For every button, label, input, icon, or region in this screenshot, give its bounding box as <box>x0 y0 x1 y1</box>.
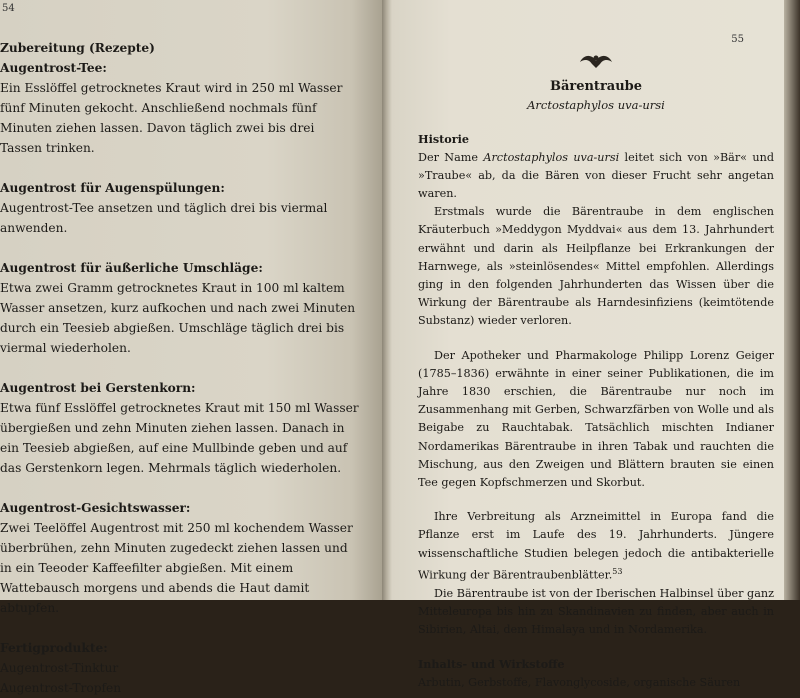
right-page <box>392 0 784 689</box>
section-heading-augenspuelungen: Augentrost für Augenspülungen: <box>0 181 225 195</box>
section-text-augenspuelungen: Augentrost-Tee ansetzen und täglich drei bis viermal anwenden. <box>0 201 328 235</box>
page-number-right: 55 <box>731 34 744 45</box>
heading-inhaltsstoffe: Inhalts- und Wirkstoffe <box>418 657 565 672</box>
section-heading-gesichtswasser: Augentrost-Gesichtswasser: <box>0 501 191 515</box>
left-page <box>0 0 382 695</box>
historie-paragraph-2: Erstmals wurde die Bärentraube in dem englischen Kräuterbuch »Meddygon Myddvai« aus dem 13. Jahrhundert erwähnt und darin als Heilpflanze bei Erkrankungen der Harnwege, als »steinlösendes« Mittel empfohlen. Allerdings ging in den folgenden Jahrhunderten das Wissen über die Wirkung der Bärentraube als Harndesinfiziens (keimtötende Substanz) wieder verloren. <box>418 205 774 328</box>
section-text-umschlaege: Etwa zwei Gramm getrocknetes Kraut in 100 ml kaltem Wasser ansetzen, kurz aufkochen und nach zwei Minuten durch ein Teesieb abgießen. Umschläge täglich drei bis viermal wiederholen. <box>0 281 356 355</box>
section-heading-gerstenkorn: Augentrost bei Gerstenkorn: <box>0 381 196 395</box>
historie-paragraph-5: Die Bärentraube ist von der Iberischen Halbinsel über ganz Mitteleuropa bis hin zu Skandinavien zu finden, aber auch in Sibirien, Altai, dem Himalaya und in Nordamerika. <box>418 586 774 637</box>
historie-paragraph-1: Der Name Arctostaphylos uva-ursi leitet sich von »Bär« und »Traube« ab, da die Bären von dieser Frucht sehr angetan waren. <box>418 150 774 201</box>
article-title: Bärentraube <box>549 79 643 94</box>
historie-paragraph-4: Ihre Verbreitung als Arzneimittel in Europa fand die Pflanze erst im Laufe des 19. Jahrhunderts. Jüngere wissenschaftliche Studien belegen jedoch die antibakterielle Wirkung der Bärentraubenblätter.$^{53}$ <box>418 510 774 582</box>
heading-historie: Historie <box>418 132 470 147</box>
section-text-gesichtswasser: Zwei Teelöffel Augentrost mit 250 ml kochendem Wasser überbrühen, zehn Minuten zugedeckt ziehen lassen und in ein Teeoder Kaffeefilter abgießen. Mit einem Wattebausch morgens und abends die Haut damit abtupfen. <box>0 521 353 615</box>
section-heading-tee: Augentrost-Tee: <box>0 61 107 75</box>
inhaltsstoffe-text: Arbutin, Gerbstoffe, Flavonglycoside, organische Säuren <box>418 675 741 689</box>
section-text-gerstenkorn: Etwa fünf Esslöffel getrocknetes Kraut mit 150 ml Wasser übergießen und zehn Minuten ziehen lassen. Danach in ein Teesieb abgießen, auf eine Mullbinde geben und auf das Gerstenkorn legen. Mehrmals täglich wiederholen. <box>0 401 359 475</box>
ornament-icon <box>418 52 774 74</box>
left-page-content <box>0 38 360 698</box>
section-heading-zubereitung: Zubereitung (Rezepte) <box>0 41 155 55</box>
article-subtitle: Arctostaphylos uva-ursi <box>527 98 665 113</box>
section-text-fertigprodukte: Augentrost-Tinktur Augentrost-Tropfen <box>0 661 122 695</box>
right-page-content <box>418 52 774 692</box>
section-heading-umschlaege: Augentrost für äußerliche Umschläge: <box>0 261 263 275</box>
section-heading-fertigprodukte: Fertigprodukte: <box>0 641 108 655</box>
book-edge <box>784 0 800 600</box>
section-text-tee: Ein Esslöffel getrocknetes Kraut wird in 250 ml Wasser fünf Minuten gekocht. Anschließend nochmals fünf Minuten ziehen lassen. Davon täglich zwei bis drei Tassen trinken. <box>0 81 343 155</box>
footnote-reference: 53 <box>612 566 623 576</box>
page-number-left: 54 <box>2 3 15 14</box>
book-gutter <box>382 0 392 600</box>
historie-paragraph-3: Der Apotheker und Pharmakologe Philipp Lorenz Geiger (1785–1836) erwähnte in einer seiner Publikationen, die im Jahre 1830 erschien, die Bärentraube nur noch im Zusammenhang mit Gerben, Schwarzfärben von Wolle und als Beigabe zu Rauchtabak. Tatsächlich mischten Indianer Nordamerikas Bärentraube in ihren Tabak und rauchten die Mischung, aus den Zweigen und Blättern brauten sie einen Tee gegen Kopfschmerzen und Skorbut. <box>418 348 774 490</box>
